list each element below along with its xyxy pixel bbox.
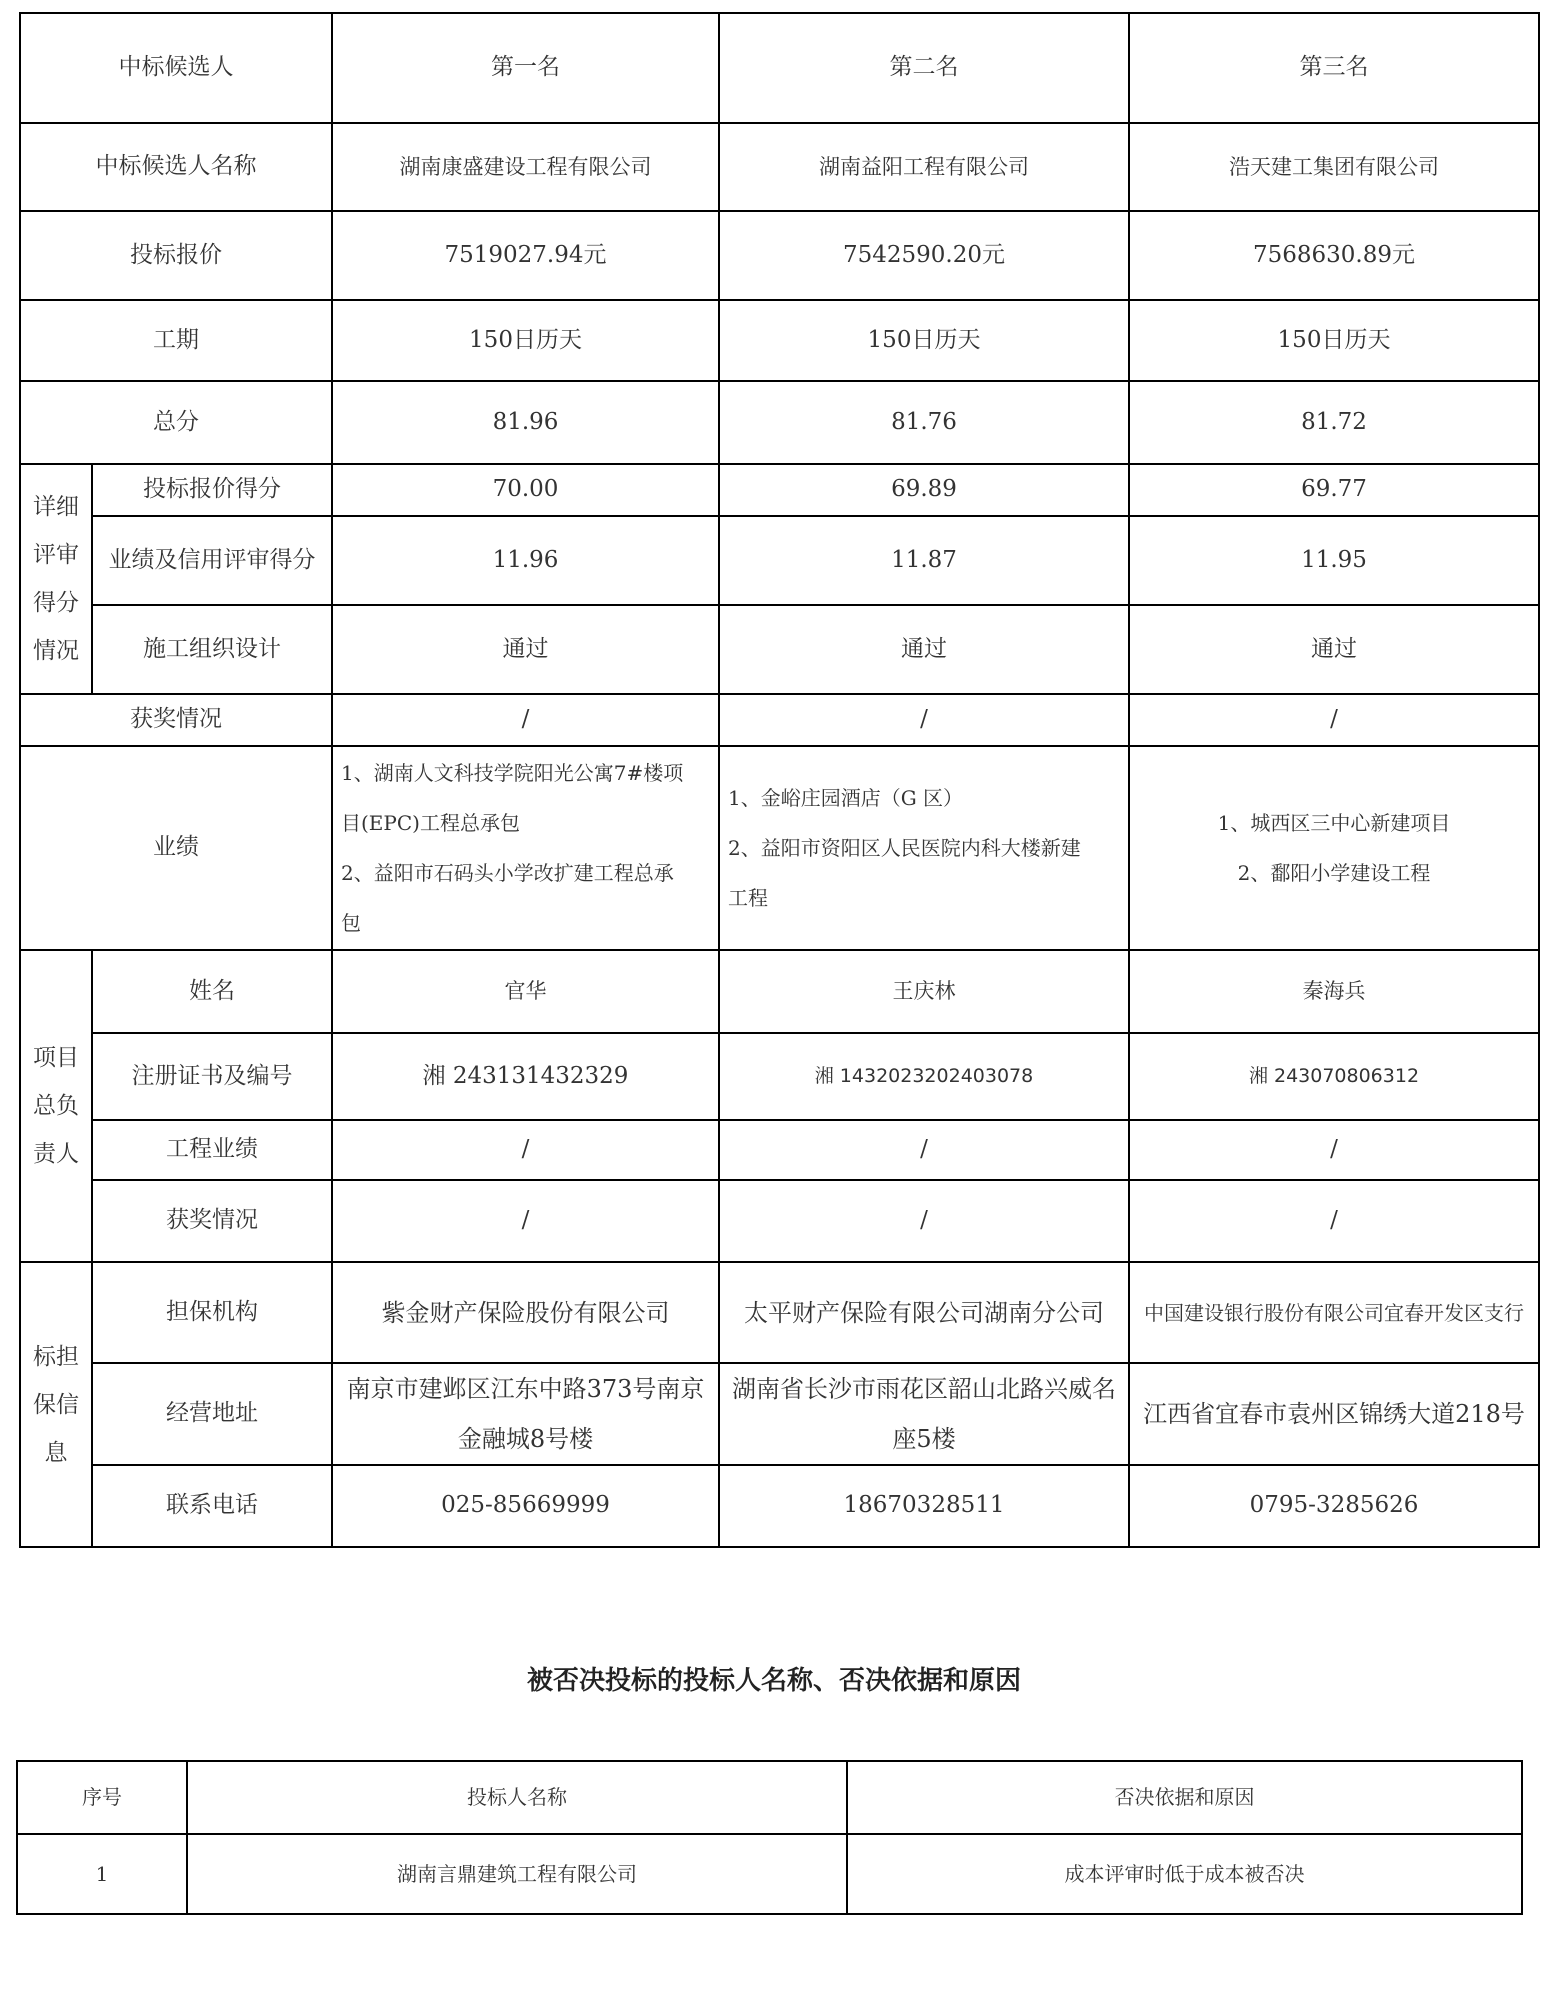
guarantee-phone-row: [20, 1465, 1539, 1547]
manager-name-cell: 王庆林: [719, 950, 1129, 1033]
row-label: 投标报价得分: [92, 464, 332, 516]
row-label: 投标报价: [20, 211, 332, 300]
achievement-line: 2、鄱阳小学建设工程: [1237, 861, 1431, 885]
design-cell: 通过: [332, 605, 719, 694]
achievement-line: 2、益阳市资阳区人民医院内科大楼新建: [728, 836, 1081, 860]
design-row: [20, 605, 1539, 694]
awards-cell: /: [332, 694, 719, 746]
manager-awards-cell: /: [332, 1180, 719, 1262]
group-label-line: 详细: [33, 494, 79, 520]
row-label: 工程业绩: [92, 1120, 332, 1180]
guarantee-institution-cell: 中国建设银行股份有限公司宜春开发区支行: [1129, 1262, 1539, 1363]
header-row: [20, 13, 1539, 123]
design-cell: 通过: [719, 605, 1129, 694]
table-row: [17, 1834, 1522, 1914]
row-label: 担保机构: [92, 1262, 332, 1363]
total-score-cell: 81.72: [1129, 381, 1539, 464]
achievements-cell: [719, 746, 1129, 950]
achievement-line: 1、湖南人文科技学院阳光公寓7#楼项: [341, 761, 684, 785]
bidder-name: 湖南言鼎建筑工程有限公司: [187, 1834, 847, 1914]
row-label: 姓名: [92, 950, 332, 1033]
guarantee-institution-cell: 紫金财产保险股份有限公司: [332, 1262, 719, 1363]
duration-cell: 150日历天: [719, 300, 1129, 381]
project-manager-group-label: [20, 950, 92, 1262]
group-label-line: 息: [44, 1439, 68, 1466]
price-score-cell: 69.77: [1129, 464, 1539, 516]
achievement-line: 工程: [728, 886, 768, 910]
row-label: 注册证书及编号: [92, 1033, 332, 1120]
achievement-line: 1、金峪庄园酒店（G 区）: [728, 786, 964, 810]
candidate-name-cell: 浩天建工集团有限公司: [1129, 123, 1539, 211]
row-number: 1: [17, 1834, 187, 1914]
row-label: 业绩及信用评审得分: [92, 516, 332, 605]
duration-cell: 150日历天: [1129, 300, 1539, 381]
row-label: 施工组织设计: [92, 605, 332, 694]
manager-performance-cell: /: [332, 1120, 719, 1180]
achievement-line: 2、益阳市石码头小学改扩建工程总承: [341, 861, 674, 885]
group-label-line: 保信: [33, 1391, 79, 1418]
group-label-line: 项目: [33, 1045, 79, 1071]
detail-review-group-label: [20, 464, 92, 694]
candidate-table: [19, 12, 1540, 1548]
manager-performance-row: [20, 1120, 1539, 1180]
row-label: 联系电话: [92, 1465, 332, 1547]
candidate-name-cell: 湖南康盛建设工程有限公司: [332, 123, 719, 211]
group-label-line: 责人: [33, 1141, 79, 1167]
bid-price-cell: 7542590.20元: [719, 211, 1129, 300]
row-label: 中标候选人名称: [20, 123, 332, 211]
awards-cell: /: [719, 694, 1129, 746]
certificate-cell: 湘 243131432329: [332, 1033, 719, 1120]
credit-score-row: [20, 516, 1539, 605]
row-label: 工期: [20, 300, 332, 381]
certificate-cell: 湘 1432023202403078: [719, 1033, 1129, 1120]
achievements-cell: [1129, 746, 1539, 950]
guarantee-phone-cell: 0795-3285626: [1129, 1465, 1539, 1547]
row-label: 获奖情况: [20, 694, 332, 746]
total-score-cell: 81.96: [332, 381, 719, 464]
achievements-row: [20, 746, 1539, 950]
manager-awards-row: [20, 1180, 1539, 1262]
certificate-cell: 湘 243070806312: [1129, 1033, 1539, 1120]
guarantee-group-label: [20, 1262, 92, 1547]
row-label: 总分: [20, 381, 332, 464]
achievements-cell: [332, 746, 719, 950]
group-label-line: 总负: [33, 1093, 79, 1119]
manager-name-cell: 官华: [332, 950, 719, 1033]
price-score-cell: 69.89: [719, 464, 1129, 516]
group-label-line: 评审: [33, 542, 79, 568]
guarantee-institution-cell: 太平财产保险有限公司湖南分公司: [719, 1262, 1129, 1363]
guarantee-institution-row: [20, 1262, 1539, 1363]
awards-cell: /: [1129, 694, 1539, 746]
bid-price-row: [20, 211, 1539, 300]
manager-name-cell: 秦海兵: [1129, 950, 1539, 1033]
manager-performance-cell: /: [719, 1120, 1129, 1180]
guarantee-phone-cell: 025-85669999: [332, 1465, 719, 1547]
awards-row: [20, 694, 1539, 746]
guarantee-address-row: [20, 1363, 1539, 1465]
rank-1-header: 第一名: [332, 13, 719, 123]
guarantee-address-cell: 湖南省长沙市雨花区韶山北路兴威名座5楼: [719, 1363, 1129, 1465]
group-label-line: 标担: [33, 1343, 79, 1370]
candidate-name-row: [20, 123, 1539, 211]
guarantee-address-cell: 江西省宜春市袁州区锦绣大道218号: [1129, 1363, 1539, 1465]
rejection-reason: 成本评审时低于成本被否决: [847, 1834, 1522, 1914]
manager-performance-cell: /: [1129, 1120, 1539, 1180]
credit-score-cell: 11.95: [1129, 516, 1539, 605]
manager-awards-cell: /: [1129, 1180, 1539, 1262]
row-label: 业绩: [20, 746, 332, 950]
row-label: 经营地址: [92, 1363, 332, 1465]
column-header: 投标人名称: [187, 1761, 847, 1834]
achievement-line: 1、城西区三中心新建项目: [1217, 811, 1451, 835]
certificate-row: [20, 1033, 1539, 1120]
group-label-line: 情况: [33, 638, 79, 664]
header-label: 中标候选人: [20, 13, 332, 123]
guarantee-address-cell: 南京市建邺区江东中路373号南京金融城8号楼: [332, 1363, 719, 1465]
duration-cell: 150日历天: [332, 300, 719, 381]
bid-price-cell: 7568630.89元: [1129, 211, 1539, 300]
rejected-header-row: [17, 1761, 1522, 1834]
bid-price-cell: 7519027.94元: [332, 211, 719, 300]
total-score-row: [20, 381, 1539, 464]
rejected-section-title: 被否决投标的投标人名称、否决依据和原因: [526, 1666, 1021, 1696]
rank-3-header: 第三名: [1129, 13, 1539, 123]
manager-awards-cell: /: [719, 1180, 1129, 1262]
rejected-bidders-table: [16, 1760, 1523, 1915]
achievement-line: 目(EPC)工程总承包: [341, 811, 520, 835]
price-score-row: [20, 464, 1539, 516]
column-header: 否决依据和原因: [847, 1761, 1522, 1834]
price-score-cell: 70.00: [332, 464, 719, 516]
manager-name-row: [20, 950, 1539, 1033]
column-header: 序号: [17, 1761, 187, 1834]
row-label: 获奖情况: [92, 1180, 332, 1262]
credit-score-cell: 11.87: [719, 516, 1129, 605]
candidate-name-cell: 湖南益阳工程有限公司: [719, 123, 1129, 211]
duration-row: [20, 300, 1539, 381]
guarantee-phone-cell: 18670328511: [719, 1465, 1129, 1547]
rank-2-header: 第二名: [719, 13, 1129, 123]
design-cell: 通过: [1129, 605, 1539, 694]
total-score-cell: 81.76: [719, 381, 1129, 464]
credit-score-cell: 11.96: [332, 516, 719, 605]
achievement-line: 包: [341, 911, 361, 935]
group-label-line: 得分: [33, 590, 79, 616]
